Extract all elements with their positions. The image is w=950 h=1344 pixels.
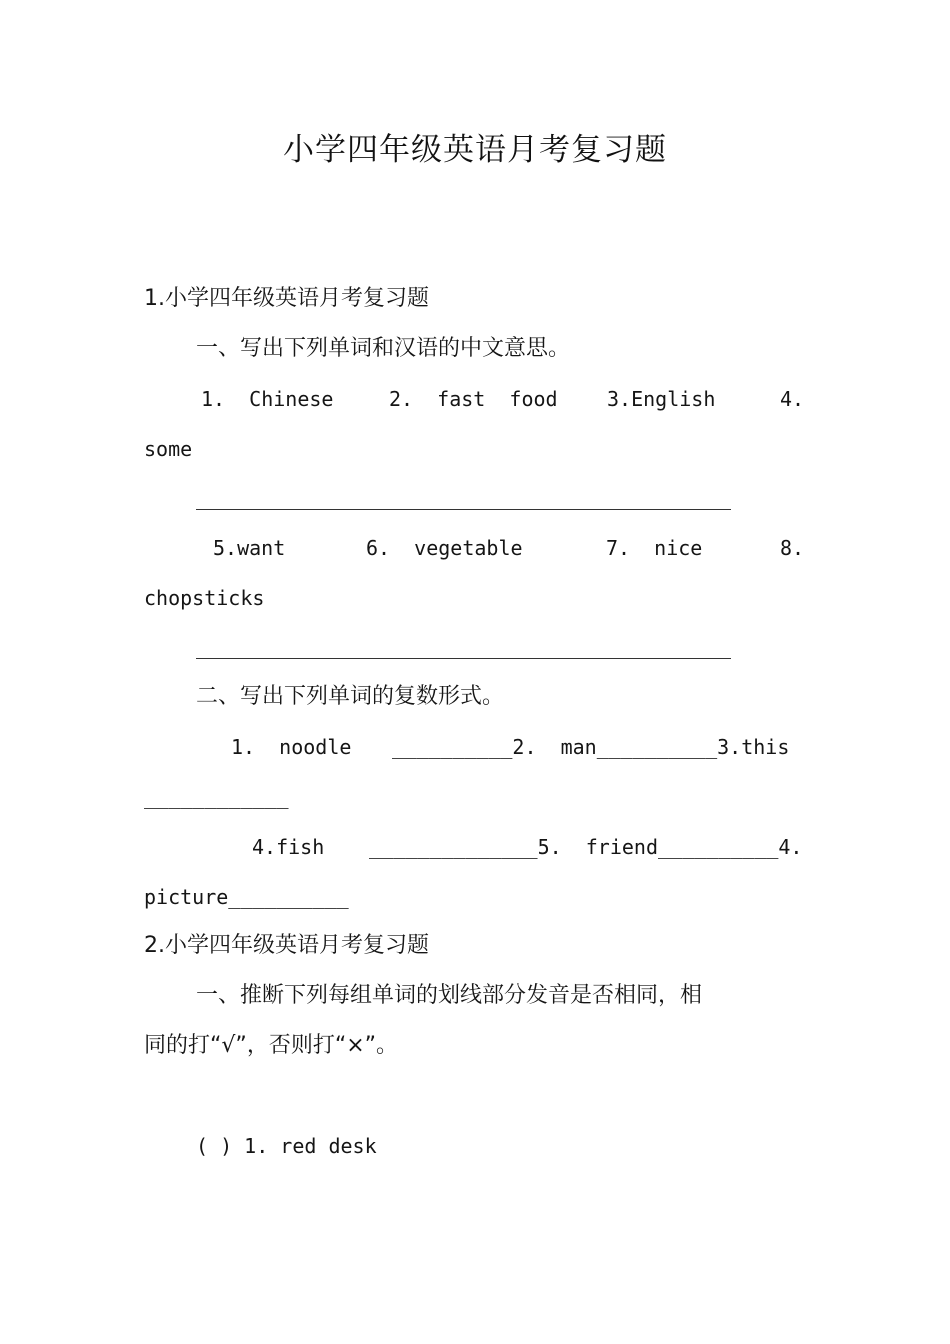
answer-line xyxy=(196,658,731,659)
part1-word-want: 5.want xyxy=(213,536,286,560)
part1-word-english: 3.English xyxy=(607,387,716,411)
part1-word-some: some xyxy=(144,437,193,461)
part2-row2-rest: ______________5. friend__________4. xyxy=(369,835,803,859)
part1-word-vegetable: 6. vegetable xyxy=(366,536,523,560)
section2-instruction-line1: 一、推断下列每组单词的划线部分发音是否相同，相 xyxy=(196,983,703,1008)
part2-word-fish: 4.fish xyxy=(252,835,325,859)
section2-heading: 2.小学四年级英语月考复习题 xyxy=(144,933,429,958)
section2-question-1: ( ) 1. red desk xyxy=(196,1134,377,1158)
part2-word-noodle: 1. noodle xyxy=(231,735,352,759)
part1-word-chopsticks: chopsticks xyxy=(144,586,265,610)
part1-word-fast-food: 2. fast food xyxy=(389,387,558,411)
part1-word-chinese: 1. Chinese xyxy=(201,387,334,411)
part1-word-nice: 7. nice xyxy=(606,536,703,560)
part2-instruction: 二、写出下列单词的复数形式。 xyxy=(196,684,505,709)
section1-heading: 1.小学四年级英语月考复习题 xyxy=(144,286,429,311)
answer-line xyxy=(196,509,731,510)
section2-instruction-line2: 同的打“√”，否则打“×”。 xyxy=(144,1033,399,1058)
part1-instruction: 一、写出下列单词和汉语的中文意思。 xyxy=(196,336,571,361)
part1-item4-number: 4. xyxy=(780,387,805,411)
document-title: 小学四年级英语月考复习题 xyxy=(283,132,667,168)
part1-item8-number: 8. xyxy=(780,536,805,560)
part2-row1-rest: __________2. man__________3.this xyxy=(392,735,790,759)
part2-word-picture: picture__________ xyxy=(144,885,349,909)
part2-row1-wrap-blank: ____________ xyxy=(144,785,289,809)
